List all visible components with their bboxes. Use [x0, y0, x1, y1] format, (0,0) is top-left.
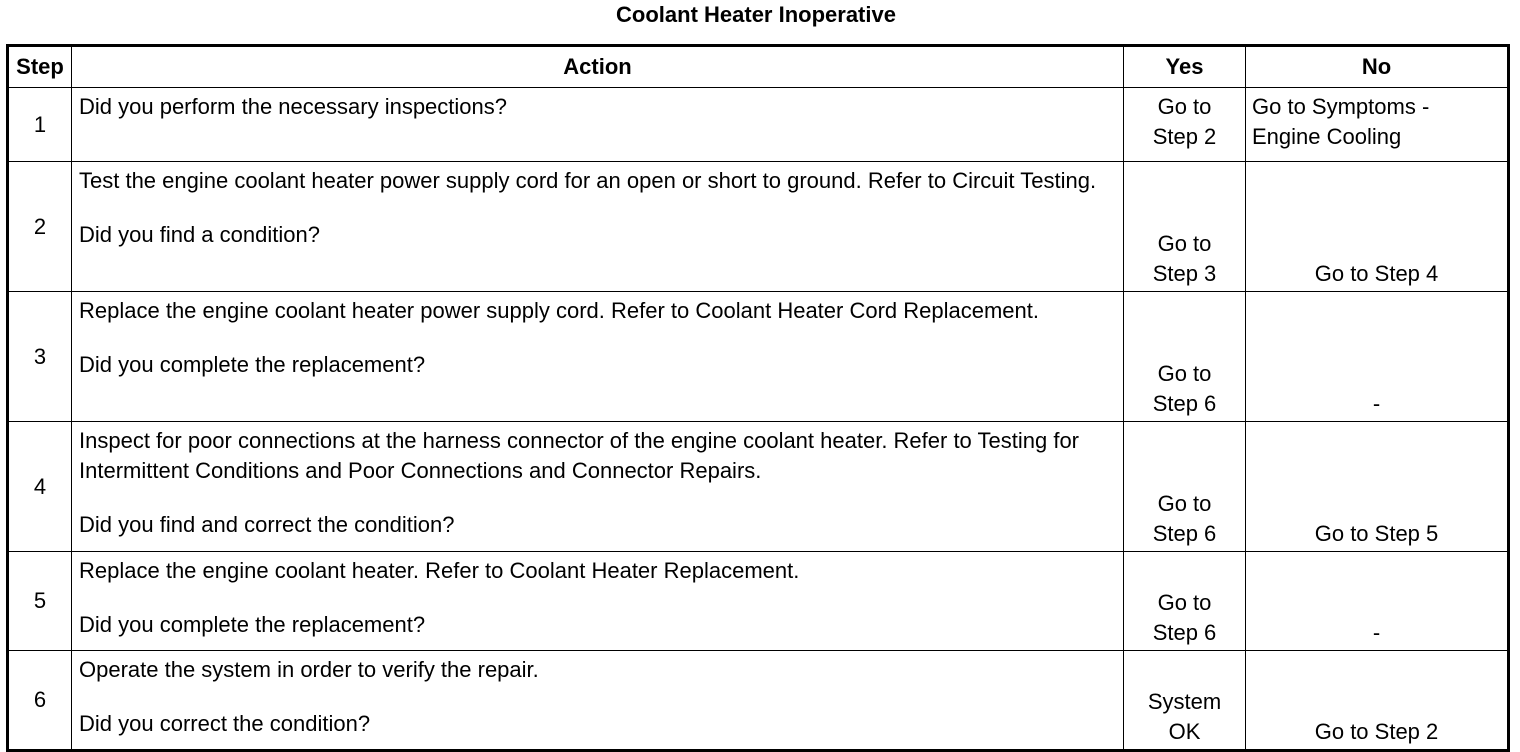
yes-cell	[1124, 651, 1246, 751]
table-row	[8, 422, 1509, 552]
page-title: Coolant Heater Inoperative	[616, 2, 896, 27]
yes-cell	[1124, 162, 1246, 292]
no-cell: Go to Step 4	[1246, 162, 1509, 292]
step-number: 5	[8, 552, 72, 651]
action-cell	[72, 292, 1124, 422]
no-cell: -	[1246, 292, 1509, 422]
yes-cell	[1124, 422, 1246, 552]
no-cell: Go to Step 5	[1246, 422, 1509, 552]
table-row	[8, 88, 1509, 162]
header-yes: Yes	[1124, 46, 1246, 88]
action-cell	[72, 88, 1124, 162]
action-question: Did you complete the replacement?	[79, 612, 426, 637]
yes-text: Step 6	[1152, 521, 1217, 546]
action-text: Operate the system in order to verify the repair.	[79, 657, 539, 682]
yes-text: Go to	[1157, 590, 1212, 615]
no-text: Go to Symptoms -	[1252, 94, 1430, 119]
table-row	[8, 651, 1509, 751]
yes-text: System	[1147, 689, 1222, 714]
step-number: 4	[8, 422, 72, 552]
action-question: Did you complete the replacement?	[79, 352, 426, 377]
yes-text: Go to	[1157, 231, 1212, 256]
table-row	[8, 292, 1509, 422]
table-row	[8, 162, 1509, 292]
table-row	[8, 552, 1509, 651]
yes-cell	[1124, 552, 1246, 651]
no-text: Engine Cooling	[1252, 124, 1402, 149]
action-cell	[72, 422, 1124, 552]
no-cell	[1246, 88, 1509, 162]
yes-text: Go to	[1157, 491, 1212, 516]
step-number: 6	[8, 651, 72, 751]
action-question: Did you correct the condition?	[79, 711, 371, 736]
action-question: Did you find and correct the condition?	[79, 512, 455, 537]
header-step: Step	[8, 46, 72, 88]
header-row	[8, 46, 1509, 88]
yes-cell	[1124, 292, 1246, 422]
diagnostic-table	[6, 44, 1510, 752]
action-cell	[72, 651, 1124, 751]
action-question: Did you find a condition?	[79, 222, 320, 247]
no-cell: Go to Step 2	[1246, 651, 1509, 751]
yes-text: Go to	[1157, 361, 1212, 386]
yes-cell	[1124, 88, 1246, 162]
step-number: 2	[8, 162, 72, 292]
action-text: Replace the engine coolant heater. Refer to Coolant Heater Replacement.	[79, 558, 800, 583]
action-cell	[72, 552, 1124, 651]
action-text: Inspect for poor connections at the harness connector of the engine coolant heater. Refer to Testing for Intermittent Conditions and Poor Connections and Connector Repairs.	[79, 428, 1080, 483]
yes-text: Step 6	[1152, 620, 1217, 645]
header-no: No	[1246, 46, 1509, 88]
yes-text: Step 2	[1152, 124, 1217, 149]
yes-text: Step 6	[1152, 391, 1217, 416]
action-cell	[72, 162, 1124, 292]
action-text: Test the engine coolant heater power supply cord for an open or short to ground. Refer to Circuit Testing.	[79, 168, 1097, 193]
step-number: 1	[8, 88, 72, 162]
yes-text: OK	[1168, 719, 1201, 744]
action-question: Did you perform the necessary inspections?	[79, 94, 507, 119]
yes-text: Step 3	[1152, 261, 1217, 286]
yes-text: Go to	[1157, 94, 1212, 119]
header-action: Action	[72, 46, 1124, 88]
no-cell: -	[1246, 552, 1509, 651]
step-number: 3	[8, 292, 72, 422]
action-text: Replace the engine coolant heater power supply cord. Refer to Coolant Heater Cord Replacement.	[79, 298, 1039, 323]
